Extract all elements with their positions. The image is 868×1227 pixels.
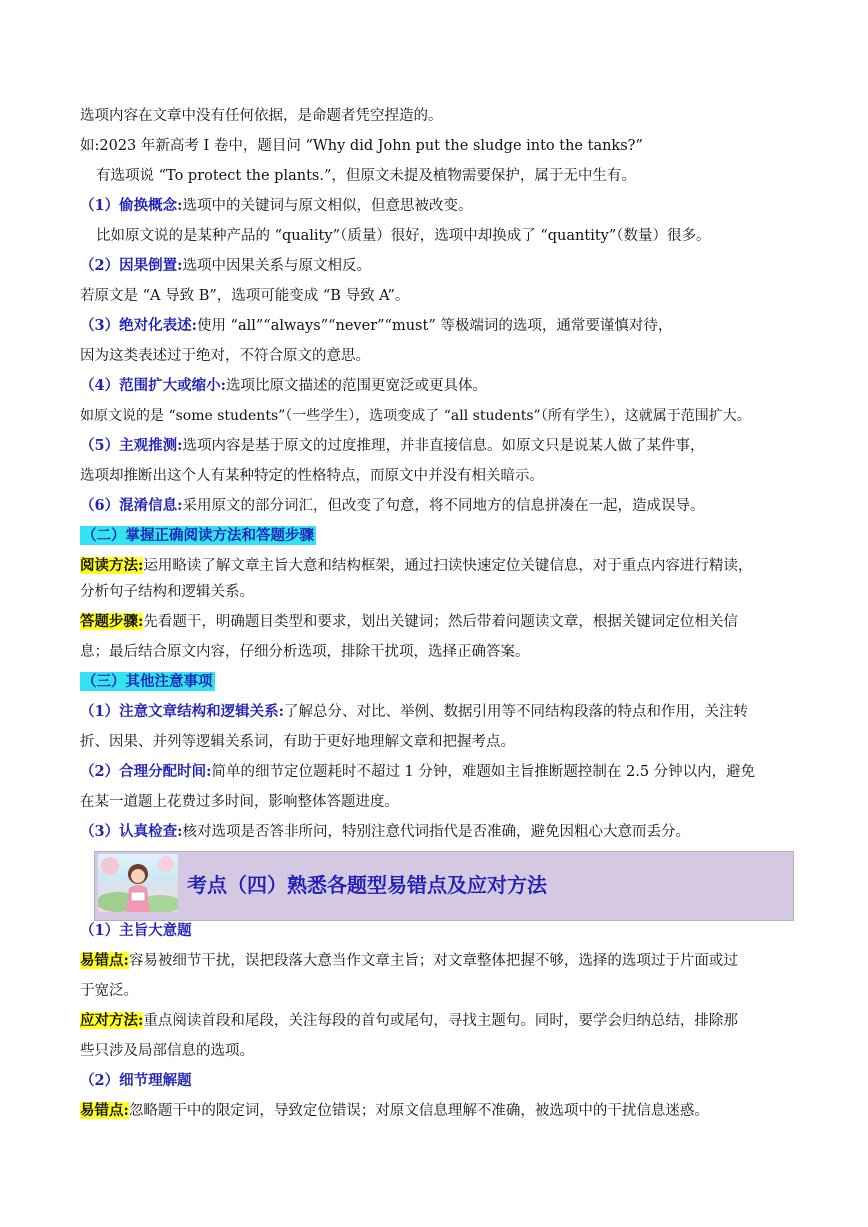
- item-1: [80, 196, 472, 216]
- item-label: （1）注意文章结构和逻辑关系:: [80, 703, 284, 720]
- item-6: [80, 496, 704, 516]
- body-text: 运用略读了解文章主旨大意和结构框架，通过扫读快速定位关键信息，对于重点内容进行精读，: [143, 558, 753, 574]
- illustration-image: [98, 854, 178, 912]
- item-text: 使用 “all”“always”“never”“must” 等极端词的选项，通常要谨慎对待，: [196, 318, 673, 334]
- item-text: 采用原文的部分词汇，但改变了句意，将不同地方的信息拼凑在一起，造成误导。: [182, 498, 705, 514]
- subsection-heading: （1）主旨大意题: [80, 922, 192, 939]
- section-heading-text: （三）其他注意事项: [82, 673, 213, 690]
- subsection-heading: （2）细节理解题: [80, 1072, 192, 1089]
- highlight-label: 易错点:: [80, 1102, 129, 1119]
- item-text: 选项中因果关系与原文相反。: [182, 258, 371, 274]
- body-text: 在某一道题上花费过多时间，影响整体答题进度。: [80, 794, 399, 810]
- highlight-label: 应对方法:: [80, 1012, 144, 1029]
- body-text: 了解总分、对比、举例、数据引用等不同结构段落的特点和作用，关注转: [283, 704, 748, 720]
- section-heading-2: [80, 526, 316, 546]
- section-heading-text: （二）掌握正确阅读方法和答题步骤: [82, 527, 314, 544]
- item-3: [80, 316, 672, 336]
- countermeasure: [80, 1011, 738, 1031]
- body-text: 些只涉及局部信息的选项。: [80, 1043, 254, 1059]
- topic-banner: [94, 851, 794, 921]
- body-text: 息；最后结合原文内容，仔细分析选项，排除干扰项，选择正确答案。: [80, 644, 530, 660]
- highlight-label: 阅读方法:: [80, 557, 144, 574]
- body-text: 分析句子结构和逻辑关系。: [80, 584, 254, 600]
- highlight-label: 易错点:: [80, 952, 129, 969]
- question-type-1: [80, 921, 192, 941]
- answer-steps: [80, 612, 738, 632]
- item-example: 若原文是 “A 导致 B”，选项可能变成 “B 导致 A”。: [80, 288, 410, 304]
- body-text: 核对选项是否答非所问，特别注意代词指代是否准确，避免因粗心大意而丢分。: [182, 824, 690, 840]
- section-heading-3: [80, 672, 215, 692]
- body-text: 简单的细节定位题耗时不超过 1 分钟，难题如主旨推断题控制在 2.5 分钟以内，避免: [211, 764, 756, 780]
- body-text: 忽略题干中的限定词，导致定位错误；对原文信息理解不准确，被选项中的干扰信息迷惑。: [128, 1103, 709, 1119]
- item-label: （5）主观推测:: [80, 437, 183, 454]
- item-label: （4）范围扩大或缩小:: [80, 377, 226, 394]
- body-text: 容易被细节干扰，误把段落大意当作文章主旨；对文章整体把握不够，选择的选项过于片面或过: [128, 953, 738, 969]
- item-label: （3）绝对化表述:: [80, 317, 197, 334]
- note-3: [80, 822, 690, 842]
- body-text: 于宽泛。: [80, 983, 138, 999]
- note-2: [80, 762, 755, 782]
- item-4: [80, 376, 487, 396]
- item-2: [80, 256, 371, 276]
- paragraph: 选项内容在文章中没有任何依据，是命题者凭空捏造的。: [80, 108, 443, 124]
- item-label: （2）因果倒置:: [80, 257, 183, 274]
- item-5: [80, 436, 704, 456]
- item-label: （1）偷换概念:: [80, 197, 183, 214]
- item-example: 如原文说的是 “some students”（一些学生），选项变成了 “all students”（所有学生），这就属于范围扩大。: [80, 408, 751, 424]
- note-1: [80, 702, 748, 722]
- highlight-label: 答题步骤:: [80, 613, 144, 630]
- girl-reading-illustration: [98, 854, 178, 912]
- item-label: （6）混淆信息:: [80, 497, 183, 514]
- item-text: 选项比原文描述的范围更宽泛或更具体。: [225, 378, 487, 394]
- banner-title: 考点（四）熟悉各题型易错点及应对方法: [187, 873, 547, 897]
- item-text: 选项内容是基于原文的过度推理，并非直接信息。如原文只是说某人做了某件事，: [182, 438, 705, 454]
- question-type-2: [80, 1071, 192, 1091]
- item-example: 选项却推断出这个人有某种特定的性格特点，而原文中并没有相关暗示。: [80, 468, 544, 484]
- item-label: （2）合理分配时间:: [80, 763, 212, 780]
- reading-method: [80, 556, 752, 576]
- body-text: 重点阅读首段和尾段，关注每段的首句或尾句，寻找主题句。同时，要学会归纳总结，排除那: [143, 1013, 738, 1029]
- body-text: 先看题干，明确题目类型和要求，划出关键词；然后带着问题读文章，根据关键词定位相关信: [143, 614, 738, 630]
- paragraph: 如:2023 年新高考 I 卷中，题目问 “Why did John put the sludge into the tanks?”: [80, 138, 643, 154]
- body-text: 折、因果、并列等逻辑关系词，有助于更好地理解文章和把握考点。: [80, 734, 515, 750]
- paragraph: 有选项说 “To protect the plants.”，但原文未提及植物需要保护，属于无中生有。: [96, 168, 636, 184]
- item-example: 因为这类表述过于绝对，不符合原文的意思。: [80, 348, 370, 364]
- item-example: 比如原文说的是某种产品的 “quality”（质量）很好，选项中却换成了 “quantity”（数量）很多。: [96, 228, 711, 244]
- item-text: 选项中的关键词与原文相似，但意思被改变。: [182, 198, 473, 214]
- item-label: （3）认真检查:: [80, 823, 183, 840]
- error-point: [80, 951, 738, 971]
- error-point: [80, 1101, 709, 1121]
